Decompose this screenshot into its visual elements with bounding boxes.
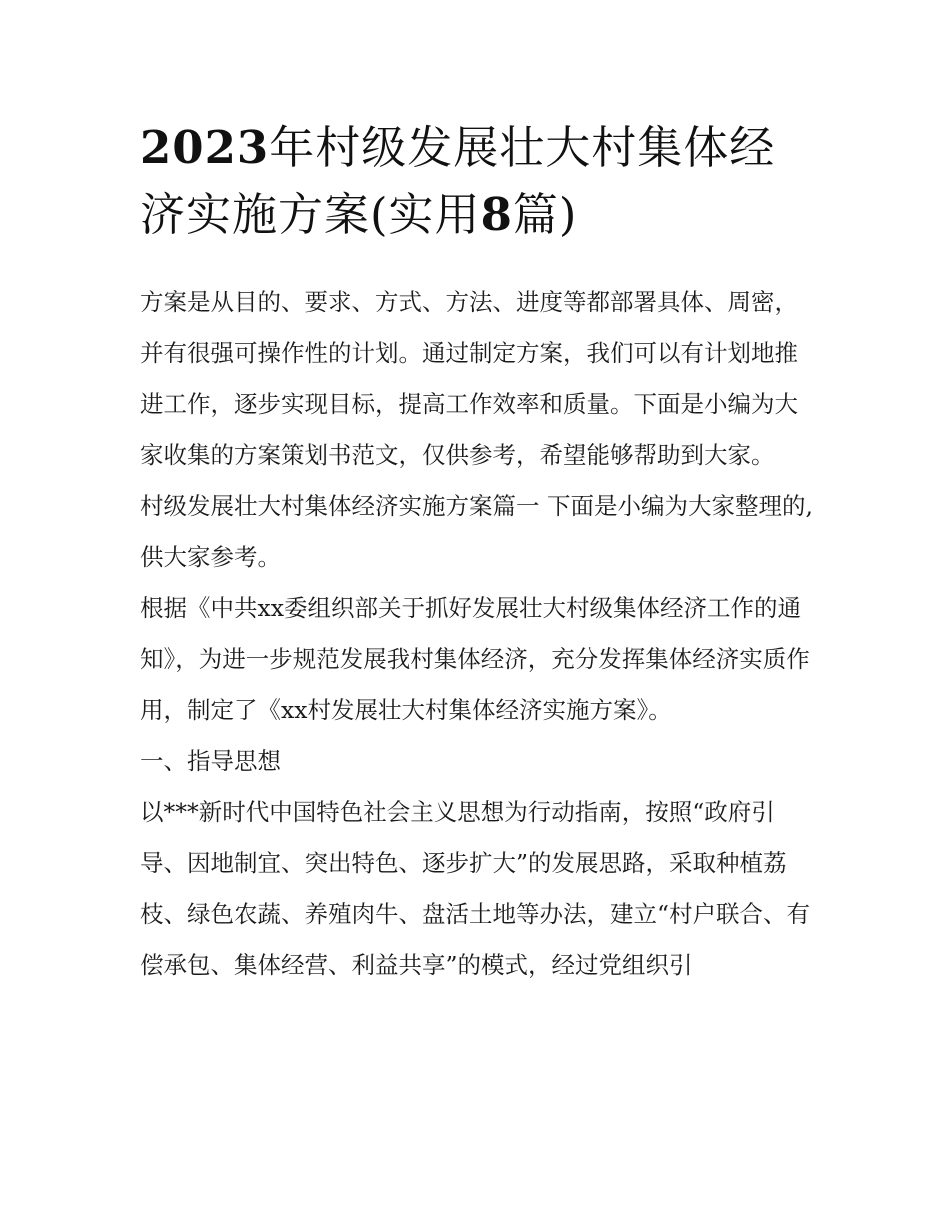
guiding-ideology-paragraph: 以***新时代中国特色社会主义思想为行动指南，按照“政府引导、因地制宜、突出特色、逐步扩大”的发展思路，采取种植荔枝、绿色农蔬、养殖肉牛、盘活土地等办法，建立“村户联合、有偿承包、集体经营、利益共享”的模式，经过党组织引 — [140, 798, 811, 979]
title-count: 8 — [480, 188, 513, 241]
title-line-1-text: 年村级发展壮大村集体经 — [269, 121, 776, 174]
document-body — [140, 277, 820, 991]
section-intro-paragraph: 村级发展壮大村集体经济实施方案篇一 下面是小编为大家整理的,供大家参考。 — [140, 492, 813, 571]
title-year: 2023 — [140, 121, 270, 174]
title-line-2-text: 济实施方案(实用 — [140, 188, 481, 241]
basis-paragraph: 根据《中共xx委组织部关于抓好发展壮大村级集体经济工作的通知》，为进一步规范发展我村集体经济，充分发挥集体经济实质作用，制定了《xx村发展壮大村集体经济实施方案》。 — [140, 594, 810, 724]
section-heading-guiding-ideology: 一、指导思想 — [140, 747, 281, 775]
intro-paragraph: 方案是从目的、要求、方式、方法、进度等都部署具体、周密，并有很强可操作性的计划。通过制定方案，我们可以有计划地推进工作，逐步实现目标，提高工作效率和质量。下面是小编为大家收集的方案策划书范文，仅供参考，希望能够帮助到大家。 — [140, 288, 798, 469]
document-title — [140, 114, 820, 248]
title-line-2-end: 篇) — [512, 188, 578, 241]
